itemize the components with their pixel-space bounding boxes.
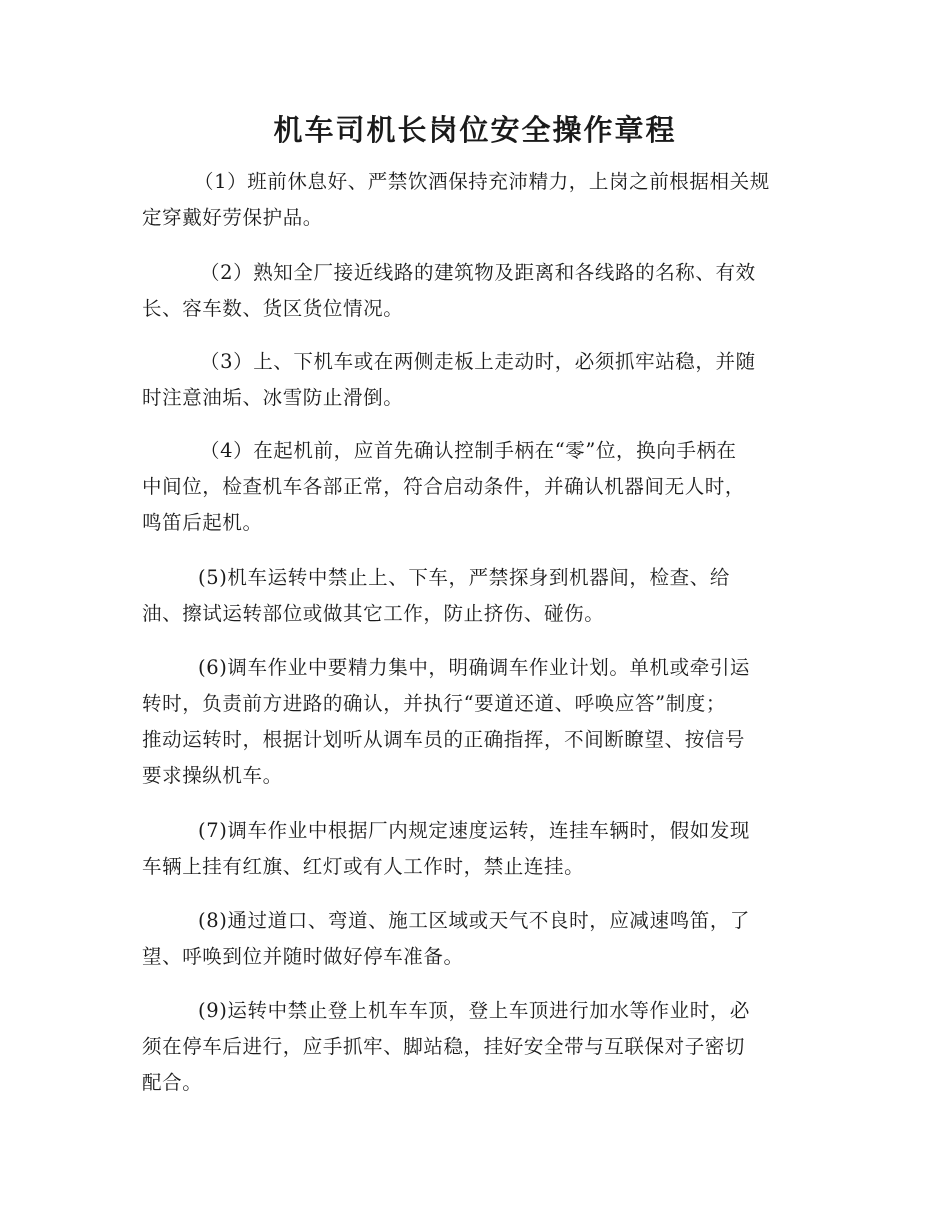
paragraph-line: 油、擦试运转部位或做其它工作，防止挤伤、碰伤。 [142,602,605,625]
paragraph-5 [142,560,810,632]
paragraph-line: （1）班前休息好、严禁饮酒保持充沛精力，上岗之前根据相关规 [194,170,770,193]
paragraph-line: 转时，负责前方进路的确认，并执行“要道还道、呼唤应答”制度； [142,692,726,715]
paragraph-line: （3）上、下机车或在两侧走板上走动时，必须抓牢站稳，并随 [200,350,756,373]
paragraph-line: 长、容车数、货区货位情况。 [142,297,404,320]
paragraph-line: (8)通过道口、弯道、施工区域或天气不良时，应减速鸣笛，了 [198,909,751,932]
paragraph-line: 须在停车后进行，应手抓牢、脚站稳，挂好安全带与互联保对子密切 [142,1035,746,1058]
paragraph-6 [142,650,810,794]
paragraph-line: 鸣笛后起机。 [142,511,263,534]
document-title: 机车司机长岗位安全操作章程 [273,113,677,147]
paragraph-line: 配合。 [142,1071,203,1094]
paragraph-8 [142,903,810,975]
paragraph-7 [142,813,810,885]
paragraph-line: 定穿戴好劳保护品。 [142,206,323,229]
paragraph-9 [142,993,810,1101]
paragraph-line: (6)调车作业中要精力集中，明确调车作业计划。单机或牵引运 [198,656,751,679]
paragraph-line: 要求操纵机车。 [142,764,283,787]
paragraph-line: 中间位，检查机车各部正常，符合启动条件，并确认机器间无人时， [142,475,746,498]
paragraph-line: （4）在起机前，应首先确认控制手柄在“零”位，换向手柄在 [200,439,737,462]
paragraph-4 [142,433,810,541]
paragraph-line: 时注意油垢、冰雪防止滑倒。 [142,386,404,409]
paragraph-line: (9)运转中禁止登上机车车顶，登上车顶进行加水等作业时，必 [198,999,751,1022]
paragraph-line: 望、呼唤到位并随时做好停车准备。 [142,945,464,968]
paragraph-line: (5)机车运转中禁止上、下车，严禁探身到机器间，检查、给 [198,566,730,589]
paragraph-1 [142,164,810,236]
paragraph-3 [142,344,810,416]
paragraph-line: 推动运转时，根据计划听从调车员的正确指挥，不间断瞭望、按信号 [142,728,746,751]
paragraph-line: (7)调车作业中根据厂内规定速度运转，连挂车辆时，假如发现 [198,819,751,842]
paragraph-line: 车辆上挂有红旗、红灯或有人工作时，禁止连挂。 [142,855,585,878]
paragraph-2 [142,255,810,327]
paragraph-line: （2）熟知全厂接近线路的建筑物及距离和各线路的名称、有效 [200,261,756,284]
